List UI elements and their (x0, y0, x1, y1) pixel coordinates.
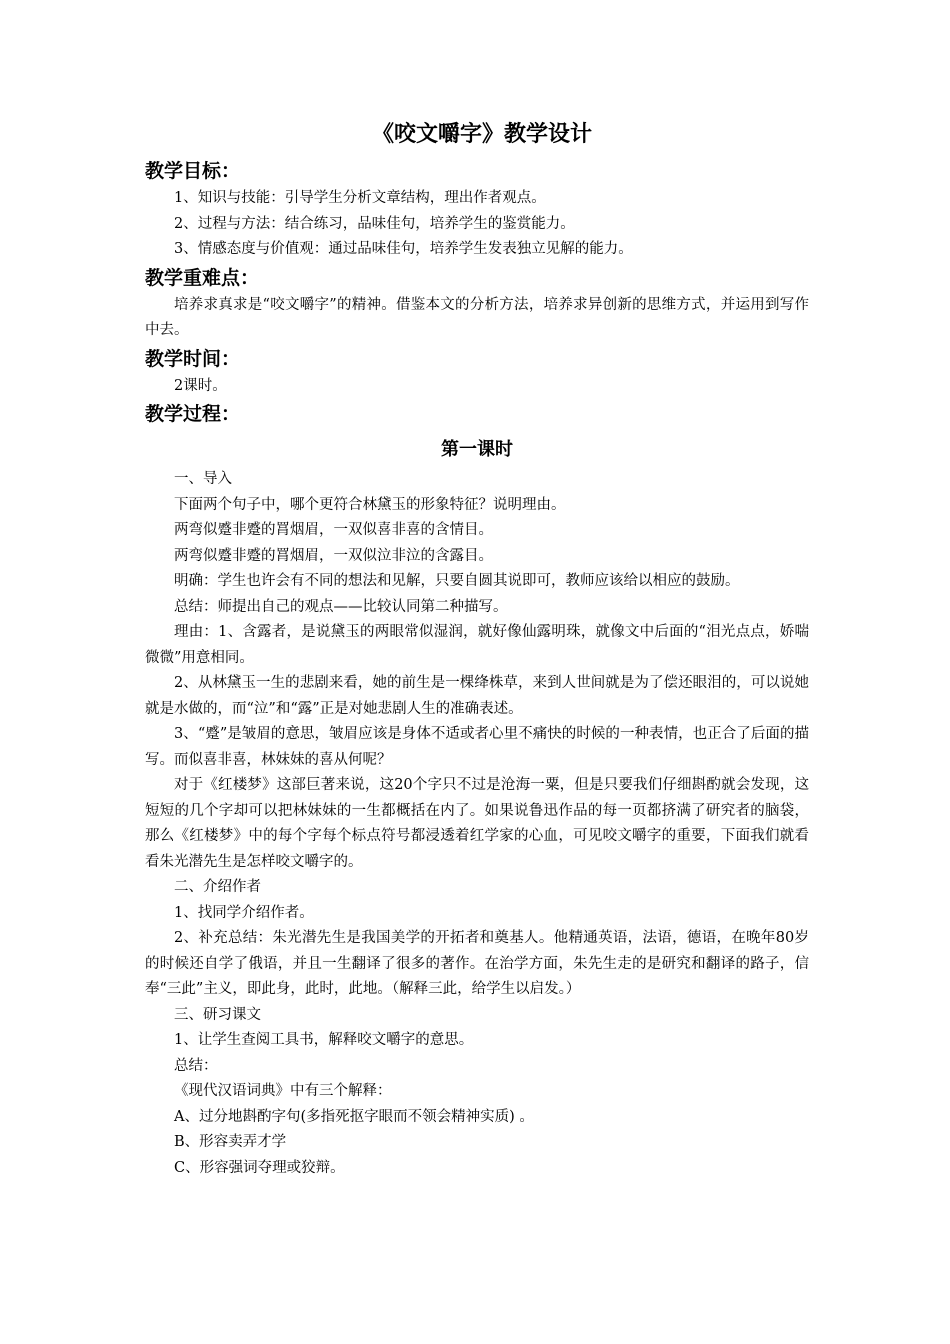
goal-item-2: 2、过程与方法：结合练习，品味佳句，培养学生的鉴赏能力。 (174, 215, 575, 232)
lesson-paragraph: 理由：1、含露者，是说黛玉的两眼常似湿润，就好像仙露明珠，就像文中后面的“泪光点点，娇喘微微”用意相同。 (145, 624, 809, 666)
lesson-paragraph: 1、找同学介绍作者。 (174, 904, 314, 921)
lesson-paragraph: 明确：学生也许会有不同的想法和见解，只要自圆其说即可，教师应该给以相应的鼓励。 (174, 573, 740, 589)
lesson-1-title: 第一课时 (441, 439, 513, 460)
goal-item-1: 1、知识与技能：引导学生分析文章结构，理出作者观点。 (174, 190, 546, 206)
time-text: 2课时。 (174, 377, 227, 394)
goal-item-3: 3、情感态度与价值观：通过品味佳句，培养学生发表独立见解的能力。 (174, 241, 633, 257)
lesson-paragraph: 总结： (174, 1057, 218, 1074)
lesson-paragraph: 两弯似蹙非蹙的罥烟眉，一双似泣非泣的含露目。 (174, 547, 493, 564)
lesson-paragraph: 3、“蹙”是皱眉的意思，皱眉应该是身体不适或者心里不痛快的时候的一种表情，也正合了后面的描写。而似喜非喜，林妹妹的喜从何呢？ (145, 726, 809, 768)
goals-heading: 教学目标： (145, 160, 241, 182)
lesson-paragraph: 三、研习课文 (174, 1006, 261, 1023)
lesson-paragraph: 二、介绍作者 (174, 879, 261, 895)
lesson-paragraph: 一、导入 (174, 471, 232, 487)
document-title: 《咬文嚼字》教学设计 (371, 122, 592, 147)
lesson-paragraph: 1、让学生查阅工具书，解释咬文嚼字的意思。 (174, 1032, 474, 1048)
lesson-paragraph: A、过分地斟酌字句(多指死抠字眼而不领会精神实质) 。 (174, 1108, 534, 1125)
key-points-text: 培养求真求是“咬文嚼字”的精神。借鉴本文的分析方法，培养求异创新的思维方式，并运用到写作中去。 (145, 296, 809, 338)
lesson-paragraph: 2、从林黛玉一生的悲剧来看，她的前生是一棵绛株草，来到人世间就是为了偿还眼泪的，可以说她就是水做的，而“泣”和“露”正是对她悲剧人生的准确表述。 (145, 675, 809, 717)
lesson-paragraph: 对于《红楼梦》这部巨著来说，这20个字只不过是沧海一粟，但是只要我们仔细斟酌就会发现，这短短的几个字却可以把林妹妹的一生都概括在内了。如果说鲁迅作品的每一页都挤满了研究者的脑袋，那么《红楼梦》中的每个字每个标点符号都浸透着红学家的心血，可见咬文嚼字的重要，下面我们就看看朱光潜先生是怎样咬文嚼字的。 (145, 777, 809, 870)
lesson-paragraph: B、形容卖弄才学 (174, 1134, 287, 1150)
lesson-paragraph: 2、补充总结：朱光潜先生是我国美学的开拓者和奠基人。他精通英语，法语，德语，在晚年80岁的时候还自学了俄语，并且一生翻译了很多的著作。在治学方面，朱先生走的是研究和翻译的路子，信奉“三此”主义，即此身，此时，此地。（解释三此，给学生以启发。） (145, 930, 809, 997)
process-heading: 教学过程： (145, 403, 241, 425)
key-points-heading: 教学重难点： (145, 266, 260, 289)
lesson-paragraph: 两弯似蹙非蹙的罥烟眉，一双似喜非喜的含情目。 (174, 522, 493, 538)
time-heading: 教学时间： (145, 347, 241, 370)
lesson-paragraph: 下面两个句子中，哪个更符合林黛玉的形象特征？说明理由。 (174, 496, 566, 513)
lesson-paragraph: 《现代汉语词典》中有三个解释： (174, 1083, 392, 1099)
lesson-paragraph: 总结：师提出自己的观点——比较认同第二种描写。 (174, 598, 508, 615)
document-page (145, 118, 809, 1181)
lesson-paragraph: C、形容强词夺理或狡辩。 (174, 1159, 345, 1176)
